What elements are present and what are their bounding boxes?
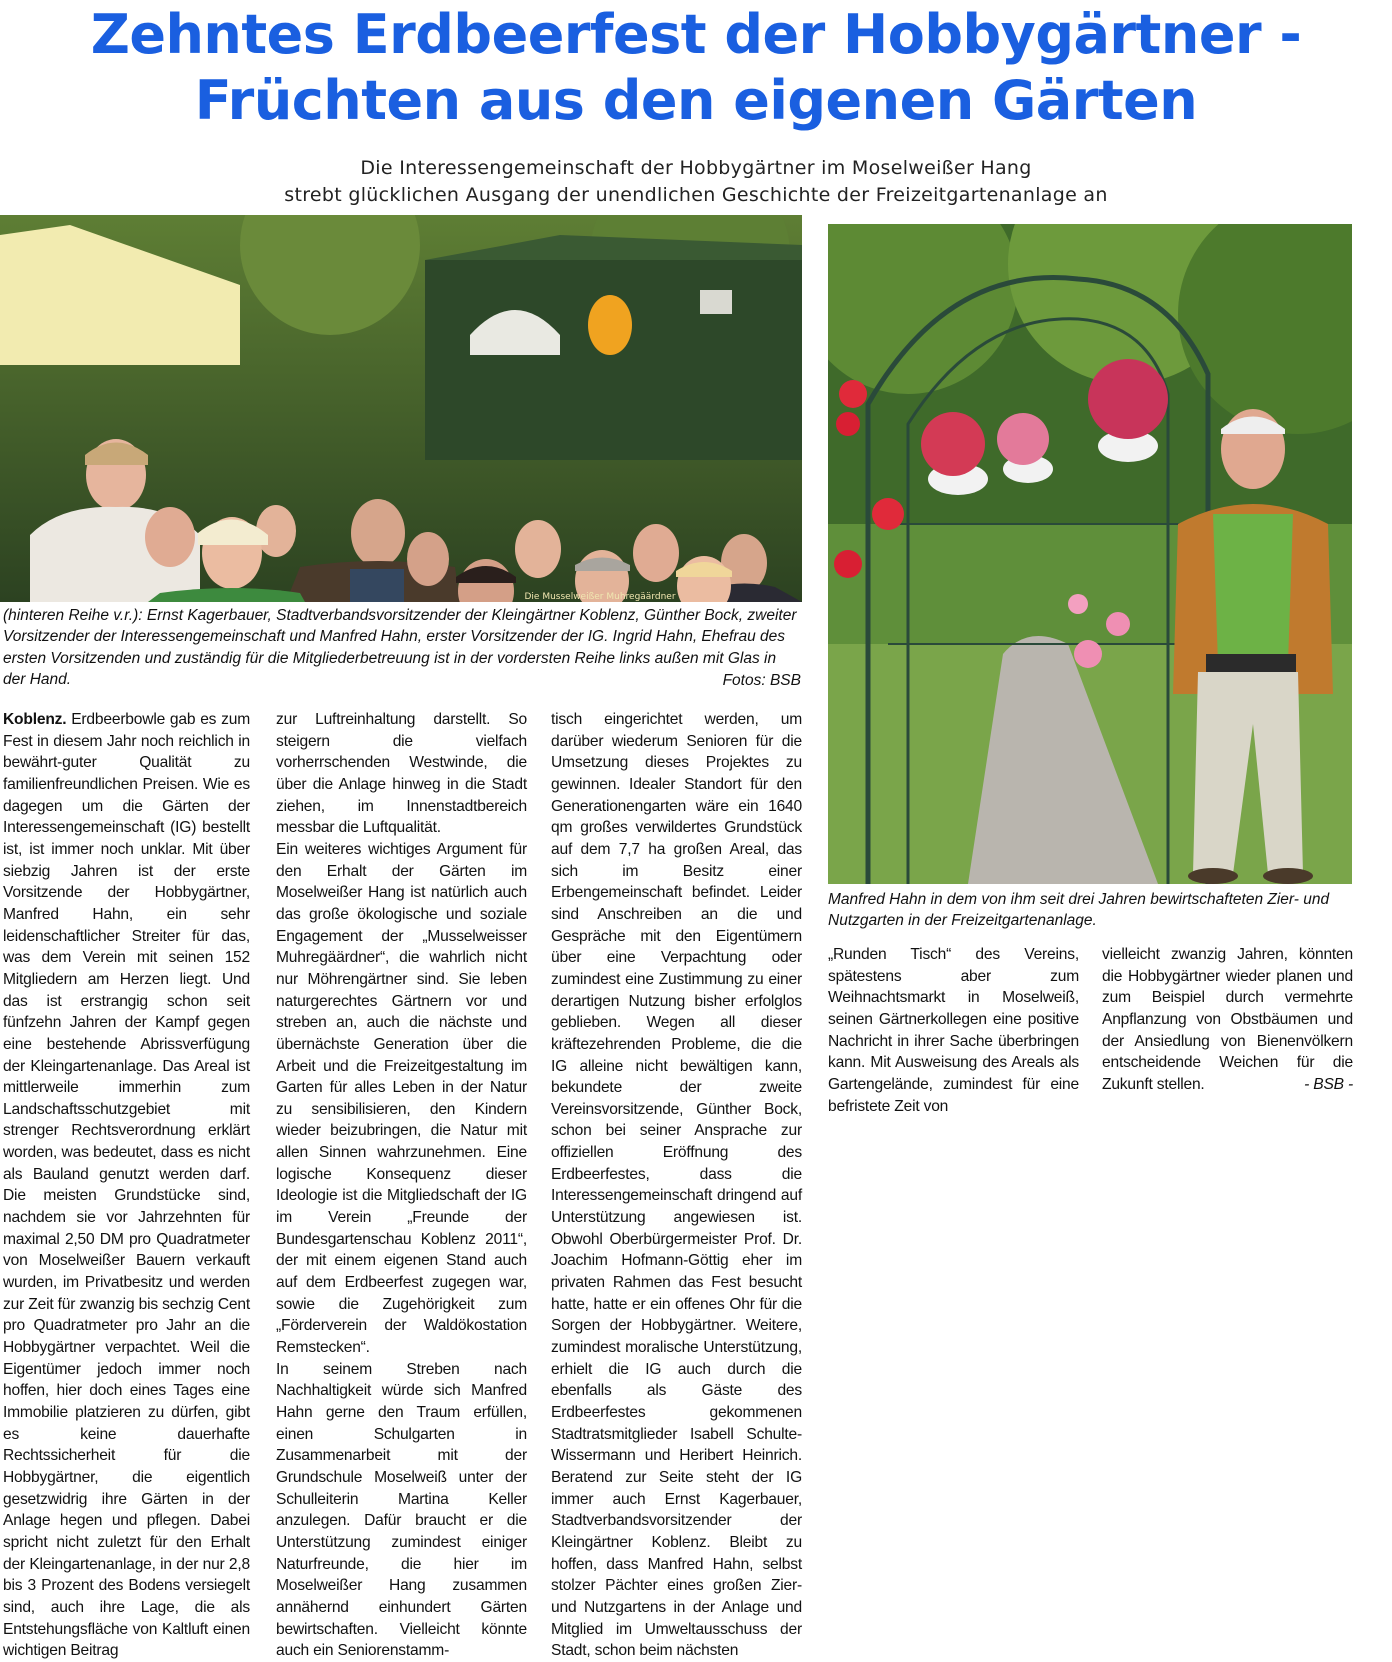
garden-photo [828, 224, 1352, 884]
article-column-4 [828, 944, 1079, 1117]
article-col3-text: tisch eingerichtet werden, um darüber wiederum Senioren für die Umsetzung dieses Projektes zu gewinnen. Idealer Standort für den Generationengarten wäre ein 1640 qm großes verwildertes Grundstück auf dem 7,7 ha großen Areal, das sich im Besitz einer Erbengemeinschaft befindet. Leider sind Anschreiben an die und Gespräche mit den Eigentümern über eine Verpachtung oder zumindest eine Zustimmung zu einer derartigen Nutzung bisher erfolglos geblieben. Wegen all dieser kräftezehrenden Probleme, die die IG alleine nicht bewältigen kann, bekundete der zweite Vereinsvorsitzende, Günther Bock, schon bei seiner Ansprache zur offiziellen Eröffnung des Erdbeerfestes, dass die Interessengemeinschaft dringend auf Unterstützung angewiesen ist. Obwohl Oberbürgermeister Prof. Dr. Joachim Hofmann-Göttig eher im privaten Rahmen das Fest besucht hatte, hatte er ein offenes Ohr für die Sorgen der Hobbygärtner. Weitere, zumindest moralische Unterstützung, erhielt die IG auch durch die ebenfalls als Gäste des Erdbeerfestes gekommenen Stadtratsmitglieder Isabell Schulte-Wissermann und Heribert Heinrich. Beratend zur Seite steht der IG immer auch Ernst Kagerbauer, Stadtverbandsvorsitzender der Kleingärtner Koblenz. Bleibt zu hoffen, dass Manfred Hahn, selbst stolzer Pächter eines großen Zier- und Nutzgartens in der Anlage und Mitglied im Umweltausschuss der Stadt, schon beim nächsten [551, 711, 802, 1660]
article-col4-text: „Runden Tisch“ des Vereins, spätestens aber zum Weihnachtsmarkt in Moselweiß, seinen Gärtnerkollegen eine positive Nachricht in ihrer Sache überbringen kann. Mit Ausweisung des Areals als Gartengelände, zumindest für eine befristete Zeit von [828, 946, 1079, 1115]
article-column-1 [3, 709, 250, 1662]
article-col5-text: vielleicht zwanzig Jahren, könnten die Hobbygärtner wieder planen und zum Beispiel durch vermehrte Anpflanzung von Obstbäumen und der Ansiedlung von Bienenvölkern entscheidende Weichen für die Zukunft stellen. [1102, 946, 1353, 1093]
group-photo-caption [3, 605, 801, 691]
shirt-print-text: Die Musselweißer Muhregäärdner [524, 592, 676, 602]
subheadline-line-2: strebt glücklichen Ausgang der unendlichen Geschichte der Freizeitgartenanlage an [284, 184, 1108, 206]
article-col2-p2: Ein weiteres wichtiges Argument für den Erhalt der Gärten im Moselweißer Hang ist natürlich auch das große ökologische und soziale Engagement der „Musselweisser Muhregäärdner“, die wahrlich nicht nur Möhrengärtner sind. Sie leben naturgerechtes Gärtnern vor und streben an, auch die nächste und übernächste Generation über die Arbeit und die Freizeitgestaltung im Garten für alles Leben in der Natur zu sensibilisieren, den Kindern wieder beizubringen, die Natur mit allen Sinnen wahrzunehmen. Eine logische Konsequenz dieser Ideologie ist die Mitgliedschaft der IG im Verein „Freunde der Bundesgartenschau Koblenz 2011“, der mit einem eigenen Stand auch auf dem Erdbeerfest zugegen war, sowie die Zugehörigkeit zum „Förderverein der Waldökostation Remstecken“. [276, 840, 527, 1357]
dateline: Koblenz. [3, 711, 67, 728]
article-column-2 [276, 709, 527, 1662]
group-caption-text: (hinteren Reihe v.r.): Ernst Kagerbauer, Stadtverbandsvorsitzender der Kleingärtner Koblenz, Günther Bock, zweiter Vorsitzender der Interessengemeinschaft und Manfred Hahn, erster Vorsitzender der IG. Ingrid Hahn, Ehefrau des ersten Vorsitzenden und zuständig für die Mitgliederbetreuung ist in der vordersten Reihe links außen mit Glas in der Hand. [3, 607, 797, 689]
article-col2-p3: In seinem Streben nach Nachhaltigkeit würde sich Manfred Hahn gerne den Traum erfüllen, einen Schulgarten in Zusammenarbeit mit der Grundschule Moselweiß unter der Schulleiterin Martina Keller anzulegen. Dafür braucht er die Unterstützung zumindest einiger Naturfreunde, die hier im Moselweißer Hang zusammen annähernd einhundert Gärten bewirtschaften. Vielleicht könnte auch ein Seniorenstamm- [276, 1360, 527, 1660]
article-column-5 [1102, 944, 1353, 1096]
group-photo-full [0, 215, 802, 602]
garden-photo-caption [828, 889, 1348, 932]
photo-credit: Fotos: BSB [722, 671, 801, 689]
signoff: - BSB - [1304, 1075, 1353, 1093]
article-col1-text: Erdbeerbowle gab es zum Fest in diesem Jahr noch reichlich in bewährt-guter Qualität zu familienfreundlichen Preisen. Wie es dagegen um die Gärten der Interessengemeinschaft (IG) bestellt ist, ist immer noch unklar. Mit über siebzig Jahren ist der erste Vorsitzende der Hobbygärtner, Manfred Hahn, ein sehr leidenschaftlicher Streiter für das, was dem Verein mit seinen 152 Mitgliedern am Herzen liegt. Und das ist erstrangig schon seit fünfzehn Jahren der Kampf gegen eine bestehende Abrissverfügung der Kleingartenanlage. Das Areal ist mittlerweile immerhin zum Landschaftsschutzgebiet mit strenger Rechtsverordnung erklärt worden, was bedeutet, dass es nicht als Bauland genutzt werden darf. Die meisten Grundstücke sind, nachdem sie vor Jahrzehnten für maximal 2,50 DM pro Quadratmeter von Moselweißer Bauern verkauft wurden, im Privatbesitz und werden zur Zeit für zwanzig bis sechzig Cent pro Quadratmeter pro Jahr an die Hobbygärtner verpachtet. Weil die Eigentümer jedoch immer noch hoffen, hier doch eines Tages eine Immobilie platzieren zu dürfen, gibt es keine dauerhafte Rechtssicherheit für die Hobbygärtner, die eigentlich gesetzwidrig ihre Gärten in der Anlage hegen und pflegen. Dabei spricht nicht zuletzt für den Erhalt der Kleingartenanlage, in der nur 2,8 bis 3 Prozent des Bodens versiegelt sind, auch ihre Lage, die als Entstehungsfläche von Kaltluft einen wichtigen Beitrag [3, 711, 250, 1660]
subheadline-line-1: Die Interessengemeinschaft der Hobbygärtner im Moselweißer Hang [360, 157, 1032, 179]
subheadline [0, 155, 1392, 209]
headline [0, 2, 1392, 134]
article-col2-p1: zur Luftreinhaltung darstellt. So steigern die vielfach vorherrschenden Westwinde, die über die Anlage hinweg in die Stadt ziehen, im Innenstadtbereich messbar die Luftqualität. [276, 711, 527, 837]
garden-caption-text: Manfred Hahn in dem von ihm seit drei Jahren bewirtschafteten Zier- und Nutzgarten in der Freizeitgartenanlage. [828, 891, 1330, 930]
article-column-3 [551, 709, 802, 1662]
headline-line-2: Früchten aus den eigenen Gärten [194, 69, 1198, 132]
headline-line-1: Zehntes Erdbeerfest der Hobbygärtner - [90, 3, 1302, 66]
